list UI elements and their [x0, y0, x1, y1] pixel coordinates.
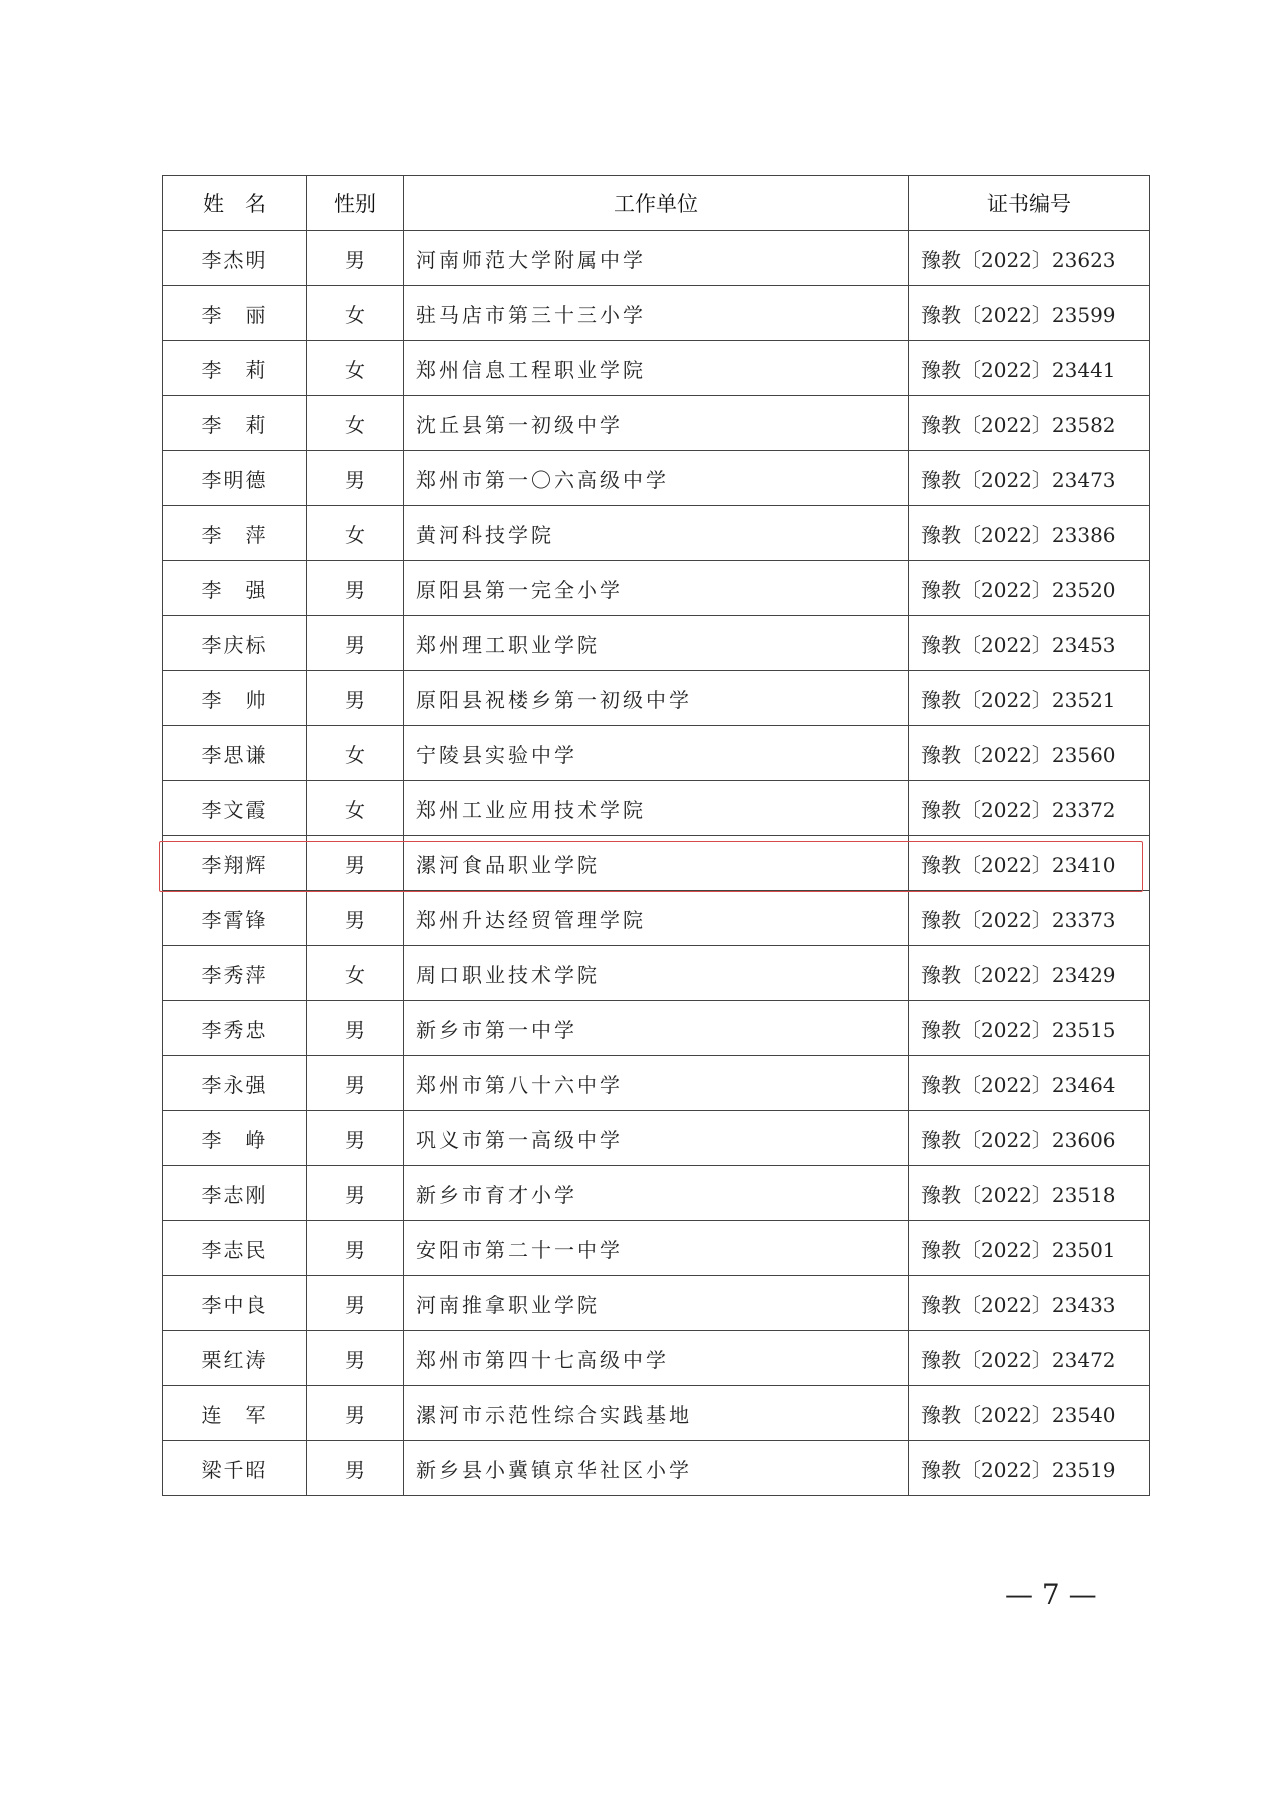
- gender-cell: 男: [307, 1331, 404, 1386]
- column-header: 性别: [307, 176, 404, 231]
- certificate-number-cell: 豫教〔2022〕23453: [909, 616, 1150, 671]
- work-unit-cell: 郑州信息工程职业学院: [404, 341, 909, 396]
- table-row: [163, 726, 1150, 781]
- gender-cell: 女: [307, 396, 404, 451]
- table-row: [163, 891, 1150, 946]
- name-cell: 李秀忠: [163, 1001, 307, 1056]
- gender-cell: 男: [307, 891, 404, 946]
- table-row: [163, 506, 1150, 561]
- gender-cell: 男: [307, 561, 404, 616]
- gender-cell: 男: [307, 671, 404, 726]
- table-row: [163, 781, 1150, 836]
- table-row: [163, 561, 1150, 616]
- column-header: 证书编号: [909, 176, 1150, 231]
- gender-cell: 男: [307, 1441, 404, 1496]
- table-row: [163, 396, 1150, 451]
- work-unit-cell: 沈丘县第一初级中学: [404, 396, 909, 451]
- table-row: [163, 946, 1150, 1001]
- name-cell: 李志民: [163, 1221, 307, 1276]
- name-cell: 李思谦: [163, 726, 307, 781]
- work-unit-cell: 郑州升达经贸管理学院: [404, 891, 909, 946]
- name-cell: 李霄锋: [163, 891, 307, 946]
- name-cell: 连 军: [163, 1386, 307, 1441]
- work-unit-cell: 河南师范大学附属中学: [404, 231, 909, 286]
- table-header-row: [163, 176, 1150, 231]
- table-row: [163, 1001, 1150, 1056]
- table-row: [163, 1441, 1150, 1496]
- name-cell: 栗红涛: [163, 1331, 307, 1386]
- name-cell: 李 莉: [163, 341, 307, 396]
- table-row: [163, 1166, 1150, 1221]
- name-cell: 李 峥: [163, 1111, 307, 1166]
- table-row: [163, 1276, 1150, 1331]
- certificate-number-cell: 豫教〔2022〕23540: [909, 1386, 1150, 1441]
- certificate-number-cell: 豫教〔2022〕23518: [909, 1166, 1150, 1221]
- certificate-number-cell: 豫教〔2022〕23519: [909, 1441, 1150, 1496]
- certificate-number-cell: 豫教〔2022〕23599: [909, 286, 1150, 341]
- gender-cell: 男: [307, 836, 404, 891]
- page-number: — 7 —: [1005, 1578, 1097, 1611]
- gender-cell: 男: [307, 451, 404, 506]
- certificate-number-cell: 豫教〔2022〕23473: [909, 451, 1150, 506]
- certificate-number-cell: 豫教〔2022〕23520: [909, 561, 1150, 616]
- gender-cell: 男: [307, 1001, 404, 1056]
- certificate-number-cell: 豫教〔2022〕23372: [909, 781, 1150, 836]
- certificate-number-cell: 豫教〔2022〕23441: [909, 341, 1150, 396]
- work-unit-cell: 黄河科技学院: [404, 506, 909, 561]
- certificate-number-cell: 豫教〔2022〕23582: [909, 396, 1150, 451]
- work-unit-cell: 驻马店市第三十三小学: [404, 286, 909, 341]
- gender-cell: 女: [307, 946, 404, 1001]
- name-cell: 李庆标: [163, 616, 307, 671]
- table-row: [163, 1111, 1150, 1166]
- gender-cell: 女: [307, 286, 404, 341]
- name-cell: 李杰明: [163, 231, 307, 286]
- column-header: 工作单位: [404, 176, 909, 231]
- certificate-number-cell: 豫教〔2022〕23386: [909, 506, 1150, 561]
- name-cell: 李 丽: [163, 286, 307, 341]
- table-row: [163, 1386, 1150, 1441]
- name-cell: 李翔辉: [163, 836, 307, 891]
- work-unit-cell: 周口职业技术学院: [404, 946, 909, 1001]
- work-unit-cell: 河南推拿职业学院: [404, 1276, 909, 1331]
- work-unit-cell: 巩义市第一高级中学: [404, 1111, 909, 1166]
- gender-cell: 男: [307, 1386, 404, 1441]
- work-unit-cell: 郑州市第八十六中学: [404, 1056, 909, 1111]
- work-unit-cell: 原阳县祝楼乡第一初级中学: [404, 671, 909, 726]
- certificate-table: [162, 175, 1150, 1496]
- column-header: 姓 名: [163, 176, 307, 231]
- name-cell: 李 帅: [163, 671, 307, 726]
- name-cell: 李永强: [163, 1056, 307, 1111]
- name-cell: 李文霞: [163, 781, 307, 836]
- certificate-number-cell: 豫教〔2022〕23472: [909, 1331, 1150, 1386]
- table-row: [163, 671, 1150, 726]
- work-unit-cell: 郑州理工职业学院: [404, 616, 909, 671]
- table-row: [163, 616, 1150, 671]
- table-row: [163, 836, 1150, 891]
- work-unit-cell: 郑州工业应用技术学院: [404, 781, 909, 836]
- name-cell: 李 强: [163, 561, 307, 616]
- certificate-number-cell: 豫教〔2022〕23606: [909, 1111, 1150, 1166]
- gender-cell: 男: [307, 616, 404, 671]
- certificate-number-cell: 豫教〔2022〕23373: [909, 891, 1150, 946]
- work-unit-cell: 新乡市育才小学: [404, 1166, 909, 1221]
- gender-cell: 女: [307, 781, 404, 836]
- certificate-number-cell: 豫教〔2022〕23501: [909, 1221, 1150, 1276]
- name-cell: 李 萍: [163, 506, 307, 561]
- gender-cell: 男: [307, 1221, 404, 1276]
- work-unit-cell: 郑州市第四十七高级中学: [404, 1331, 909, 1386]
- certificate-number-cell: 豫教〔2022〕23623: [909, 231, 1150, 286]
- gender-cell: 男: [307, 231, 404, 286]
- table-row: [163, 1056, 1150, 1111]
- table-row: [163, 1221, 1150, 1276]
- gender-cell: 男: [307, 1056, 404, 1111]
- work-unit-cell: 郑州市第一〇六高级中学: [404, 451, 909, 506]
- work-unit-cell: 新乡县小冀镇京华社区小学: [404, 1441, 909, 1496]
- gender-cell: 女: [307, 341, 404, 396]
- work-unit-cell: 宁陵县实验中学: [404, 726, 909, 781]
- work-unit-cell: 漯河市示范性综合实践基地: [404, 1386, 909, 1441]
- certificate-number-cell: 豫教〔2022〕23410: [909, 836, 1150, 891]
- name-cell: 李中良: [163, 1276, 307, 1331]
- table-row: [163, 1331, 1150, 1386]
- certificate-number-cell: 豫教〔2022〕23515: [909, 1001, 1150, 1056]
- gender-cell: 男: [307, 1111, 404, 1166]
- table-row: [163, 451, 1150, 506]
- work-unit-cell: 漯河食品职业学院: [404, 836, 909, 891]
- work-unit-cell: 安阳市第二十一中学: [404, 1221, 909, 1276]
- gender-cell: 女: [307, 726, 404, 781]
- gender-cell: 女: [307, 506, 404, 561]
- certificate-number-cell: 豫教〔2022〕23429: [909, 946, 1150, 1001]
- name-cell: 李秀萍: [163, 946, 307, 1001]
- name-cell: 李明德: [163, 451, 307, 506]
- certificate-number-cell: 豫教〔2022〕23521: [909, 671, 1150, 726]
- work-unit-cell: 新乡市第一中学: [404, 1001, 909, 1056]
- gender-cell: 男: [307, 1166, 404, 1221]
- name-cell: 李志刚: [163, 1166, 307, 1221]
- name-cell: 梁千昭: [163, 1441, 307, 1496]
- table-row: [163, 341, 1150, 396]
- certificate-number-cell: 豫教〔2022〕23464: [909, 1056, 1150, 1111]
- gender-cell: 男: [307, 1276, 404, 1331]
- work-unit-cell: 原阳县第一完全小学: [404, 561, 909, 616]
- name-cell: 李 莉: [163, 396, 307, 451]
- certificate-number-cell: 豫教〔2022〕23433: [909, 1276, 1150, 1331]
- table-row: [163, 231, 1150, 286]
- table-row: [163, 286, 1150, 341]
- certificate-number-cell: 豫教〔2022〕23560: [909, 726, 1150, 781]
